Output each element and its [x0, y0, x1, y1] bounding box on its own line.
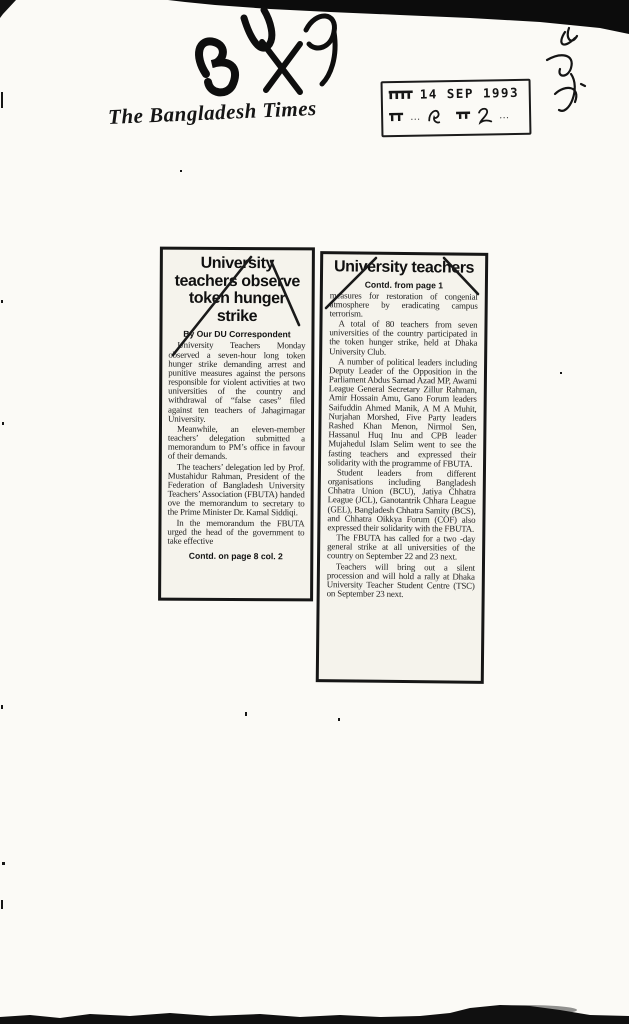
clipping-left-contd: Contd. on page 8 col. 2 [188, 550, 283, 562]
scan-dark-edge-bottom [0, 998, 629, 1024]
scan-speck [1, 92, 3, 108]
clipping-right-headline: University teachers [333, 258, 475, 277]
scan-speck [2, 862, 5, 865]
scan-speck [1, 300, 3, 303]
stamp-dots-2: … [499, 109, 511, 121]
scan-speck [2, 422, 4, 425]
article-paragraph: The teachers’ delegation led by Prof. Mustahidur Rahman, President of the Federation of Bangladesh University Teachers’ Association (FBUTA) handed ove the memorandum to secretary to the Prime Minister Dr. Kamal Siddiqi. [167, 461, 305, 518]
clipping-right-body [327, 291, 478, 600]
clipping-left-body [167, 341, 305, 546]
handwritten-col-number [477, 106, 493, 124]
handwritten-signature [535, 24, 597, 119]
article-paragraph: Meanwhile, an eleven-member teachers’ delegation submitted a memorandum to PM’s office in favour of their demands. [167, 423, 305, 462]
article-paragraph: In the memorandum the FBUTA urged the head of the government to take effective [167, 517, 305, 546]
clipping-right [316, 251, 489, 684]
scan-speck [338, 718, 340, 721]
scan-speck [180, 170, 182, 172]
clipping-right-contd-from: Contd. from page 1 [364, 279, 444, 291]
stamp-dots: … [410, 111, 422, 123]
newspaper-masthead: The Bangladesh Times [107, 95, 318, 130]
article-paragraph: Student leaders from different organisations including Bangladesh Chhatra Union (BCU), Jatiya Chhatra League (JCL), Ganotantrik Chhara League (GEL), Bangladesh Chhatra Samity (BCS), and Chhatra Oikkya Forum (COF) also expressed their solidarity with the FBUTA. [327, 467, 476, 534]
stamp-row-date [388, 85, 523, 102]
scan-speck [560, 372, 562, 374]
stamp-row-page-col [388, 106, 523, 126]
handwritten-numerals-mark [188, 4, 348, 100]
article-paragraph: Teachers will bring out a silent procession and will hold a rally at Dhaka University Teacher Student Centre (TSC) on September 23 next. [326, 560, 476, 600]
scan-speck [1, 705, 3, 709]
scan-speck [1, 900, 3, 909]
article-paragraph: A number of political leaders including Deputy Leader of the Opposition in the Parliament Abdus Samad Azad MP, Awami League General Secretary Zillur Rahman, Amir Hossain Amu, Gano Forum leaders Saifuddin Ahmed Manik, A M A Muhit, Nurjahan Morshed, Five Party leaders Rashed Khan Menon, Nirmol Sen, Hassanul Huq Inu and CPB leader Mujahedul Islam Selim went to see the fasting teachers and expressed their solidarity with the programme of FBUTA. [328, 356, 478, 469]
scan-speck [245, 712, 247, 716]
date-stamp [381, 79, 532, 138]
handwritten-page-number [427, 107, 441, 125]
article-paragraph: measures for restoration of congenial atmosphere by eradicating campus terrorism. [329, 289, 478, 319]
article-paragraph: University Teachers Monday observed a seven-hour long token hunger strike demanding arrest and punitive measures against the persons responsible for violent activities at two universities of the country and withdrawal of “false cases” filed against ten teachers of Jahagirnagar University. [168, 340, 306, 424]
clipping-left-byline: By Our DU Correspondent [183, 329, 291, 340]
article-paragraph: The FBUTA has called for a two -day general strike at all universities of the country on September 22 and 23 next. [327, 532, 476, 562]
bengali-page-label-icon [388, 111, 404, 122]
clipping-left [158, 247, 315, 602]
article-paragraph: A total of 80 teachers from seven universities of the country participated in the token hunger strike, held at Dhaka University Club. [329, 318, 478, 357]
stamp-date: 14 SEP 1993 [419, 84, 520, 102]
bengali-col-label-icon [455, 111, 471, 121]
bengali-date-label-icon [388, 88, 414, 100]
clipping-left-headline: University teachers observe token hunger strike [174, 254, 300, 325]
